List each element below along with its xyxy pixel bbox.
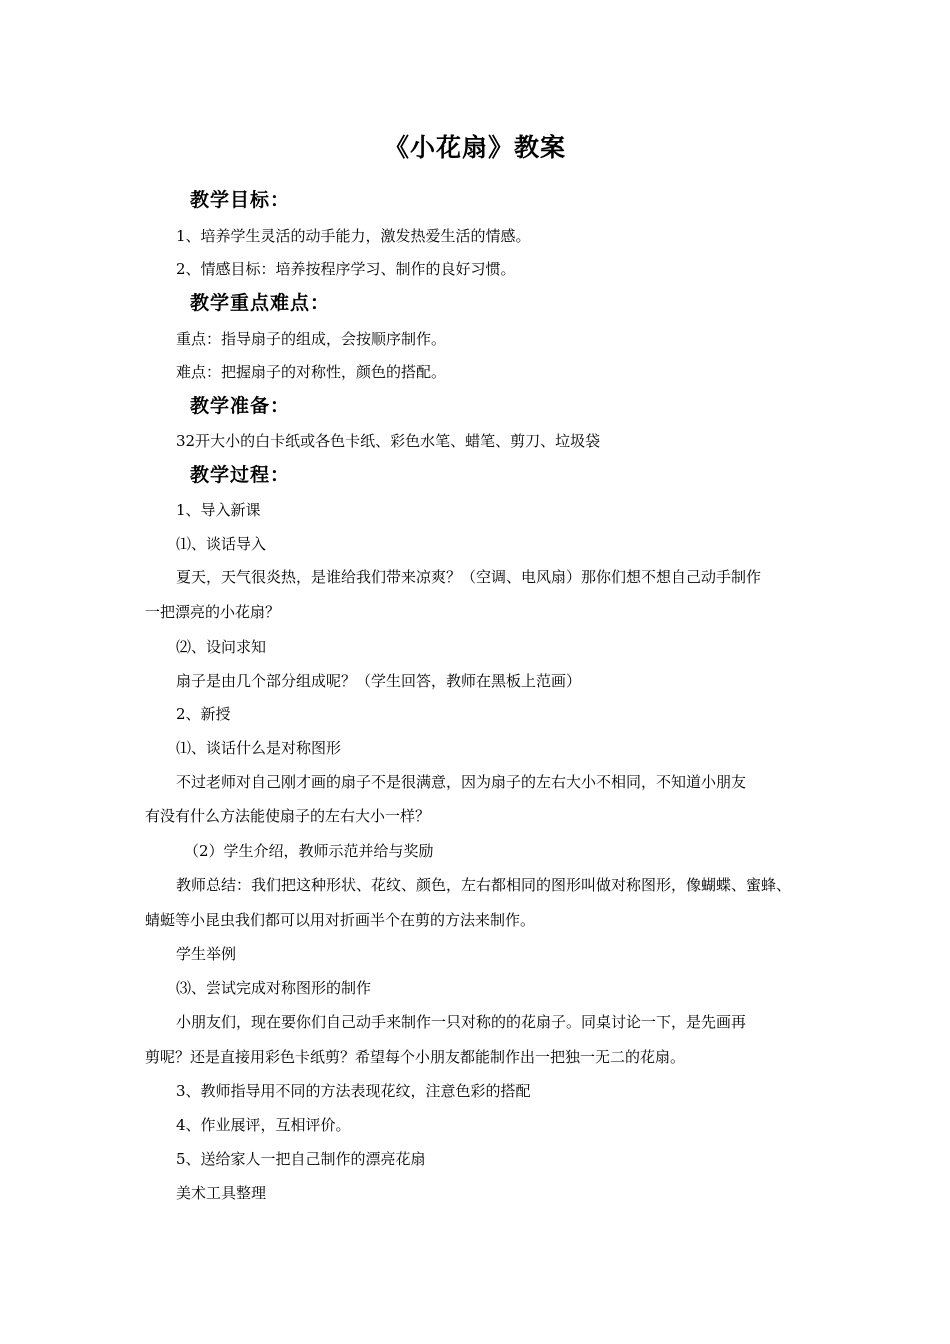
process-line: 1、导入新课 bbox=[176, 501, 261, 519]
process-line: ⑴、谈话导入 bbox=[176, 535, 267, 553]
key-point-focus: 重点：指导扇子的组成，会按顺序制作。 bbox=[176, 330, 447, 348]
objective-item: 2、情感目标：培养按程序学习、制作的良好习惯。 bbox=[176, 260, 516, 278]
process-line: 4、作业展评，互相评价。 bbox=[176, 1116, 351, 1134]
process-line: 有没有什么方法能使扇子的左右大小一样？ bbox=[145, 807, 431, 825]
process-line: 美术工具整理 bbox=[176, 1184, 267, 1202]
heading-objectives: 教学目标： bbox=[190, 189, 291, 211]
process-line: 教师总结：我们把这种形状、花纹、颜色，左右都相同的图形叫做对称图形，像蝴蝶、蜜蜂、 bbox=[176, 876, 792, 894]
process-line: 夏天，天气很炎热，是谁给我们带来凉爽？（空调、电风扇）那你们想不想自己动手制作 bbox=[176, 568, 762, 586]
process-line: （2）学生介绍，教师示范并给与奖励 bbox=[184, 842, 434, 860]
process-line: 剪呢？还是直接用彩色卡纸剪？希望每个小朋友都能制作出一把独一无二的花扇。 bbox=[145, 1048, 686, 1066]
process-line: 蜻蜓等小昆虫我们都可以用对折画半个在剪的方法来制作。 bbox=[145, 911, 536, 929]
heading-key-points: 教学重点难点： bbox=[190, 292, 331, 314]
process-line: ⑶、尝试完成对称图形的制作 bbox=[176, 979, 372, 997]
process-line: 5、送给家人一把自己制作的漂亮花扇 bbox=[176, 1150, 426, 1168]
process-line: 2、新授 bbox=[176, 705, 231, 723]
preparation-text: 32开大小的白卡纸或各色卡纸、彩色水笔、蜡笔、剪刀、垃圾袋 bbox=[176, 432, 601, 450]
process-line: 小朋友们，现在要你们自己动手来制作一只对称的的花扇子。同桌讨论一下，是先画再 bbox=[176, 1013, 747, 1031]
process-line: ⑴、谈话什么是对称图形 bbox=[176, 739, 342, 757]
process-line: 3、教师指导用不同的方法表现花纹，注意色彩的搭配 bbox=[176, 1082, 531, 1100]
heading-process: 教学过程： bbox=[190, 464, 291, 486]
process-line: 扇子是由几个部分组成呢？（学生回答，教师在黑板上范画） bbox=[176, 672, 582, 690]
process-line: 一把漂亮的小花扇？ bbox=[145, 603, 281, 621]
process-line: ⑵、设问求知 bbox=[176, 638, 267, 656]
heading-preparation: 教学准备： bbox=[190, 395, 291, 417]
objective-item: 1、培养学生灵活的动手能力，激发热爱生活的情感。 bbox=[176, 227, 531, 245]
key-point-difficulty: 难点：把握扇子的对称性，颜色的搭配。 bbox=[176, 363, 447, 381]
process-line: 学生举例 bbox=[176, 945, 237, 963]
document-title: 《小花扇》教案 bbox=[383, 133, 566, 162]
process-line: 不过老师对自己刚才画的扇子不是很满意，因为扇子的左右大小不相同，不知道小朋友 bbox=[176, 773, 747, 791]
